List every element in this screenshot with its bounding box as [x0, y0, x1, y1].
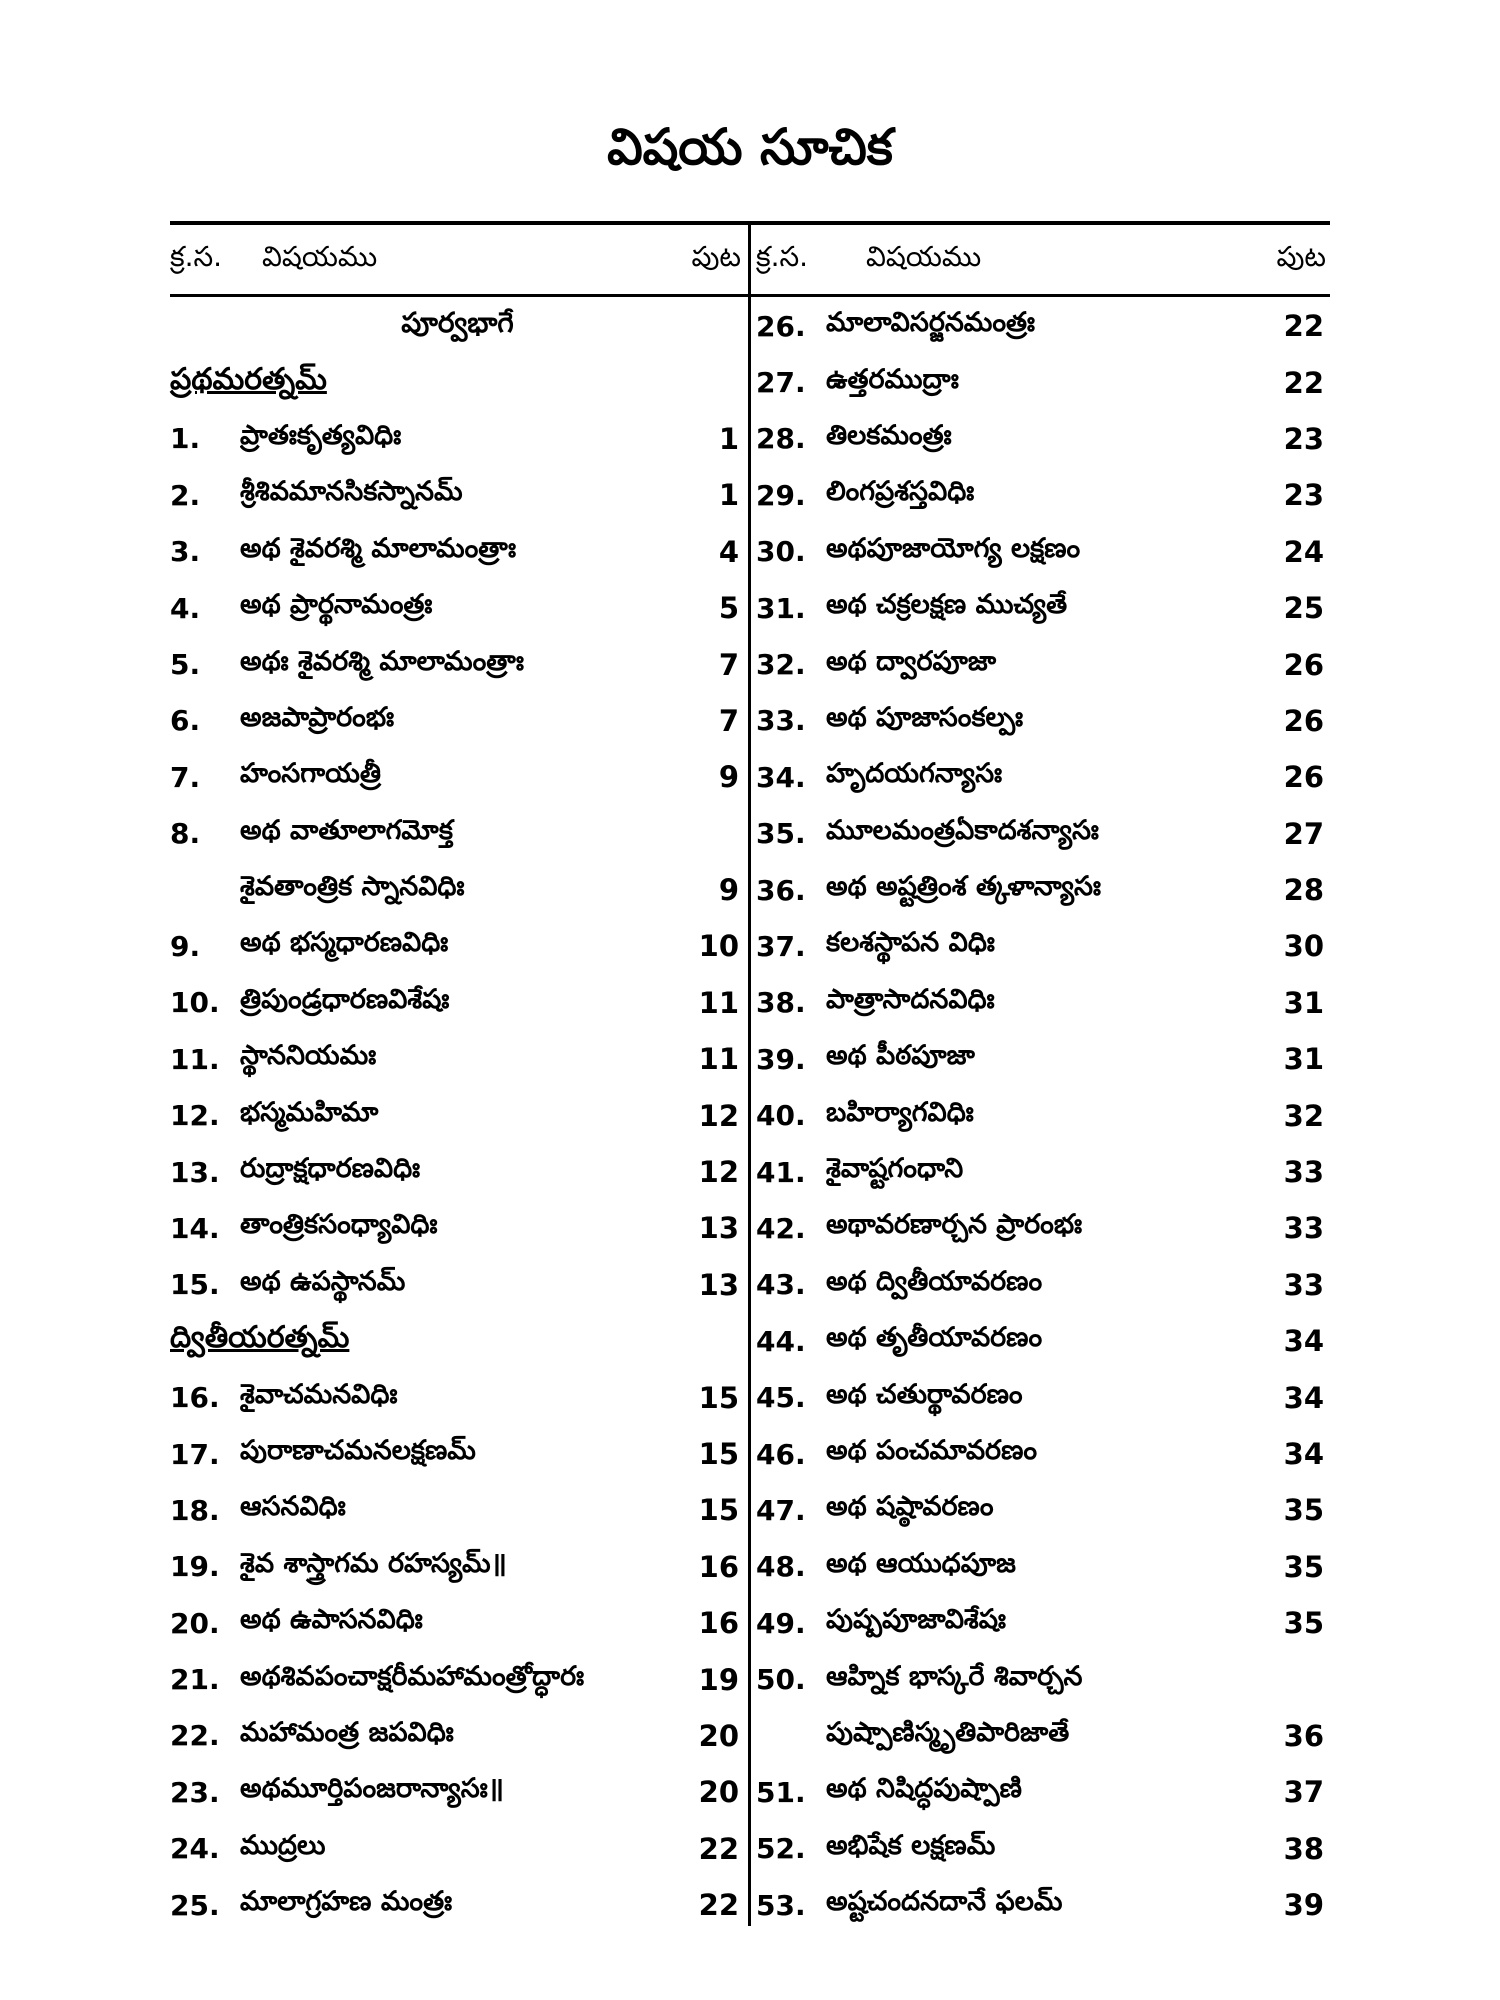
entry-subject: అథ అష్టత్రింశ త్కళాన్యాసః	[826, 871, 1101, 903]
section-heading: ద్వితీయరత్నమ్	[170, 1320, 350, 1356]
entry-page: 28	[1283, 873, 1324, 908]
entry-subject: అథమూర్తిపంజరాన్యాసః॥	[240, 1773, 504, 1805]
toc-entry	[756, 1877, 1330, 1933]
entry-page: 38	[1283, 1831, 1324, 1866]
toc-entry	[756, 1087, 1330, 1143]
entry-subject: అథ పంచమావరణం	[826, 1435, 1038, 1466]
right-entries	[756, 298, 1330, 1933]
entry-page: 32	[1283, 1098, 1324, 1133]
toc-entry	[170, 862, 745, 918]
entry-subject: అథపూజాయోగ్య లక్షణం	[826, 532, 1081, 564]
entry-number: 5.	[170, 648, 201, 682]
toc-entry	[756, 693, 1330, 749]
header-serial: క్ర.స.	[756, 240, 809, 273]
entry-number: 19.	[170, 1550, 220, 1584]
toc-entry	[170, 975, 745, 1031]
entry-page: 12	[698, 1098, 739, 1133]
toc-entry	[756, 806, 1330, 862]
entry-subject: శ్రీశివమానసికస్నానమ్	[240, 476, 463, 508]
entry-subject: అథ పూజాసంకల్పః	[826, 701, 1024, 733]
right-header-row	[756, 226, 1330, 294]
toc-entry	[170, 1821, 745, 1877]
entry-number: 24.	[170, 1832, 220, 1866]
entry-number: 11.	[170, 1042, 220, 1076]
entry-subject: ప్రాతఃకృత్యవిధిః	[240, 419, 402, 451]
entry-page: 25	[1283, 591, 1324, 626]
toc-entry	[170, 693, 745, 749]
entry-subject: అథశివపంచాక్షరీమహామంత్రోద్ధారః	[240, 1660, 585, 1692]
toc-entry	[756, 1651, 1330, 1707]
entry-number: 46.	[756, 1437, 806, 1471]
header-page: పుట	[1276, 240, 1326, 273]
entry-subject: అథ పీఠపూజా	[826, 1040, 975, 1072]
entry-subject: పురాణాచమనలక్షణమ్	[240, 1435, 476, 1466]
entry-subject: శైవాష్టగంధాని	[826, 1153, 964, 1185]
left-column	[170, 226, 745, 1933]
entry-subject: అభిషేక లక్షణమ్	[826, 1829, 996, 1861]
entry-page: 7	[718, 647, 739, 682]
entry-number: 51.	[756, 1775, 806, 1809]
header-subject: విషయము	[262, 240, 378, 273]
entry-subject: అథ షష్ఠావరణం	[826, 1491, 994, 1523]
entry-subject: ఆహ్నిక భాస్కరే శివార్చన	[826, 1660, 1083, 1692]
entry-page: 16	[698, 1606, 739, 1641]
toc-entry	[170, 749, 745, 805]
entry-page: 23	[1283, 478, 1324, 513]
entry-number: 30.	[756, 535, 806, 569]
toc-entry	[756, 1426, 1330, 1482]
entry-subject: స్థాననియమః	[240, 1040, 377, 1072]
entry-page: 39	[1283, 1888, 1324, 1923]
entry-subject: అథ ఉపస్థానమ్	[240, 1265, 406, 1297]
header-page: పుట	[691, 240, 741, 273]
entry-subject: అథ ఉపాసనవిధిః	[240, 1604, 423, 1636]
toc-entry	[170, 1708, 745, 1764]
column-divider	[748, 221, 751, 1926]
toc-entry	[756, 918, 1330, 974]
entry-page: 19	[698, 1662, 739, 1697]
toc-entry	[756, 1257, 1330, 1313]
toc-entry	[170, 636, 745, 692]
toc-entry	[170, 1031, 745, 1087]
entry-number: 44.	[756, 1324, 806, 1358]
toc-entry	[170, 1257, 745, 1313]
entry-page: 33	[1283, 1155, 1324, 1190]
entry-number: 43.	[756, 1268, 806, 1302]
entry-number: 41.	[756, 1155, 806, 1189]
entry-number: 47.	[756, 1493, 806, 1527]
toc-entry	[170, 580, 745, 636]
entry-number: 20.	[170, 1606, 220, 1640]
entry-number: 14.	[170, 1211, 220, 1245]
toc-entry	[756, 1313, 1330, 1369]
entry-number: 9.	[170, 929, 201, 963]
toc-entry	[756, 411, 1330, 467]
entry-subject: మాలావిసర్జనమంత్రః	[826, 307, 1036, 339]
entry-subject: మూలమంత్రఏకాదశన్యాసః	[826, 814, 1099, 846]
entry-page: 22	[1283, 365, 1324, 400]
entry-page: 22	[698, 1888, 739, 1923]
entry-number: 35.	[756, 817, 806, 851]
entry-subject: అథావరణార్చన ప్రారంభః	[826, 1209, 1083, 1241]
entry-subject: ఆసనవిధిః	[240, 1491, 346, 1523]
entry-page: 1	[718, 478, 739, 513]
entry-number: 32.	[756, 648, 806, 682]
toc-entry	[170, 1144, 745, 1200]
part-title: పూర్వభాగే	[401, 306, 514, 340]
entry-number: 4.	[170, 591, 201, 625]
entry-page: 13	[698, 1267, 739, 1302]
entry-number: 29.	[756, 478, 806, 512]
entry-number: 22.	[170, 1719, 220, 1753]
toc-entry	[756, 1482, 1330, 1538]
entry-number: 16.	[170, 1381, 220, 1415]
toc-entry	[756, 862, 1330, 918]
toc-entry	[756, 1821, 1330, 1877]
section-heading: ప్రథమరత్నమ్	[170, 361, 327, 397]
entry-number: 52.	[756, 1832, 806, 1866]
toc-entry	[756, 1144, 1330, 1200]
entry-number: 31.	[756, 591, 806, 625]
toc-entry	[170, 411, 745, 467]
right-column	[756, 226, 1330, 1933]
entry-number: 53.	[756, 1888, 806, 1922]
entry-number: 3.	[170, 535, 201, 569]
entry-page: 9	[718, 760, 739, 795]
entry-subject: పుష్పపూజావిశేషః	[826, 1604, 1007, 1636]
entry-subject: పుష్పాణిస్మృతిపారిజాతే	[826, 1716, 1070, 1748]
entry-subject: శైవతాంత్రిక స్నానవిధిః	[240, 871, 465, 903]
entry-page: 34	[1283, 1380, 1324, 1415]
entry-subject: అథ ద్వారపూజా	[826, 645, 997, 677]
entry-subject: అథ ఆయుధపూజ	[826, 1547, 1016, 1579]
entry-number: 17.	[170, 1437, 220, 1471]
entry-page: 26	[1283, 760, 1324, 795]
entry-number: 45.	[756, 1381, 806, 1415]
entry-number: 8.	[170, 817, 201, 851]
toc-entry	[170, 1595, 745, 1651]
entry-page: 27	[1283, 816, 1324, 851]
toc-entry	[756, 975, 1330, 1031]
entry-number: 18.	[170, 1493, 220, 1527]
entry-number: 27.	[756, 366, 806, 400]
entry-page: 34	[1283, 1324, 1324, 1359]
toc-entry	[170, 918, 745, 974]
header-serial: క్ర.స.	[170, 240, 223, 273]
toc-entry	[756, 298, 1330, 354]
entry-subject: భస్మమహిమా	[240, 1096, 379, 1128]
entry-subject: తిలకమంత్రః	[826, 419, 952, 451]
entry-number: 50.	[756, 1663, 806, 1697]
entry-number: 48.	[756, 1550, 806, 1584]
entry-subject: శైవ శాస్త్రాగమ రహస్యమ్॥	[240, 1547, 507, 1579]
entry-number: 34.	[756, 760, 806, 794]
entry-number: 38.	[756, 986, 806, 1020]
toc-entry	[756, 1369, 1330, 1425]
entry-subject: హృదయగన్యాసః	[826, 758, 1003, 790]
toc-entry	[170, 1651, 745, 1707]
toc-entry	[170, 1764, 745, 1820]
entry-page: 24	[1283, 534, 1324, 569]
entry-number: 42.	[756, 1211, 806, 1245]
entry-subject: మహామంత్ర జపవిధిః	[240, 1716, 454, 1748]
entry-number: 39.	[756, 1042, 806, 1076]
entry-page: 15	[698, 1493, 739, 1528]
entry-page: 26	[1283, 703, 1324, 738]
entry-subject: ముద్రలు	[240, 1829, 326, 1861]
page-title: విషయ సూచిక	[607, 118, 893, 176]
entry-subject: అష్టచందనదానే ఫలమ్	[826, 1886, 1063, 1918]
entry-number: 33.	[756, 704, 806, 738]
entry-page: 22	[1283, 309, 1324, 344]
entry-page: 5	[718, 591, 739, 626]
toc-entry	[170, 467, 745, 523]
entry-subject: లింగప్రశస్తవిధిః	[826, 476, 975, 508]
entry-page: 35	[1283, 1493, 1324, 1528]
entry-number: 28.	[756, 422, 806, 456]
entry-number: 15.	[170, 1268, 220, 1302]
entry-page: 11	[698, 985, 739, 1020]
toc-entry	[756, 1031, 1330, 1087]
entry-number: 12.	[170, 1099, 220, 1133]
entry-number: 37.	[756, 929, 806, 963]
toc-entry	[756, 1200, 1330, 1256]
entry-subject: పాత్రాసాదనవిధిః	[826, 983, 995, 1015]
toc-entry	[756, 1764, 1330, 1820]
entry-page: 16	[698, 1549, 739, 1584]
entry-page: 35	[1283, 1606, 1324, 1641]
entry-subject: అథ భస్మధారణవిధిః	[240, 927, 449, 959]
entry-subject: అథ నిషిద్ధపుష్పాణి	[826, 1773, 1022, 1805]
entry-number: 36.	[756, 873, 806, 907]
entry-page: 30	[1283, 929, 1324, 964]
toc-entry	[756, 524, 1330, 580]
toc-entry	[756, 1539, 1330, 1595]
entry-page: 15	[698, 1380, 739, 1415]
entry-page: 13	[698, 1211, 739, 1246]
entry-subject: తాంత్రికసంధ్యావిధిః	[240, 1209, 438, 1241]
toc-entry	[170, 1369, 745, 1425]
toc-entry	[756, 749, 1330, 805]
entry-subject: అథ తృతీయావరణం	[826, 1322, 1043, 1354]
left-entries	[170, 298, 745, 1933]
entry-number: 26.	[756, 309, 806, 343]
entry-page: 31	[1283, 985, 1324, 1020]
entry-subject: అథ శైవరశ్మి మాలామంత్రాః	[240, 532, 517, 564]
entry-page: 33	[1283, 1211, 1324, 1246]
entry-page: 9	[718, 873, 739, 908]
toc-entry	[756, 636, 1330, 692]
entry-subject: అథ చతుర్థావరణం	[826, 1378, 1023, 1410]
toc-entry	[170, 1426, 745, 1482]
toc-entry	[756, 580, 1330, 636]
entry-subject: కలశస్థాపన విధిః	[826, 927, 995, 959]
entry-page: 22	[698, 1831, 739, 1866]
toc-entry	[756, 1708, 1330, 1764]
entry-number: 2.	[170, 478, 201, 512]
entry-subject: హంసగాయత్రీ	[240, 758, 381, 790]
entry-subject: బహిర్యాగవిధిః	[826, 1096, 974, 1128]
entry-subject: మాలాగ్రహణ మంత్రః	[240, 1886, 453, 1918]
entry-page: 4	[718, 534, 739, 569]
entry-page: 33	[1283, 1267, 1324, 1302]
entry-subject: అథః శైవరశ్మి మాలామంత్రాః	[240, 645, 525, 677]
entry-page: 20	[698, 1718, 739, 1753]
entry-page: 11	[698, 1042, 739, 1077]
entry-page: 1	[718, 421, 739, 456]
entry-number: 21.	[170, 1663, 220, 1697]
entry-number: 49.	[756, 1606, 806, 1640]
entry-page: 15	[698, 1437, 739, 1471]
entry-number: 1.	[170, 422, 201, 456]
header-subject: విషయము	[866, 240, 982, 273]
toc-entry	[756, 1595, 1330, 1651]
entry-page: 35	[1283, 1549, 1324, 1584]
entry-page: 34	[1283, 1437, 1324, 1471]
entry-page: 26	[1283, 647, 1324, 682]
entry-number: 13.	[170, 1155, 220, 1189]
toc-entry	[756, 354, 1330, 410]
entry-page: 12	[698, 1155, 739, 1190]
entry-page: 7	[718, 703, 739, 738]
toc-entry	[170, 1482, 745, 1538]
toc-entry	[170, 1200, 745, 1256]
toc-entry	[170, 524, 745, 580]
entry-subject: శైవాచమనవిధిః	[240, 1378, 398, 1410]
entry-subject: అథ చక్రలక్షణ ముచ్యతే	[826, 589, 1068, 621]
toc-entry	[756, 467, 1330, 523]
toc-entry	[170, 1539, 745, 1595]
entry-page: 36	[1283, 1718, 1324, 1753]
entry-subject: అథ ద్వితీయావరణం	[826, 1265, 1043, 1297]
entry-page: 10	[698, 929, 739, 964]
left-header-row	[170, 226, 745, 294]
entry-number: 10.	[170, 986, 220, 1020]
entry-subject: రుద్రాక్షధారణవిధిః	[240, 1153, 421, 1185]
entry-subject: అజపాప్రారంభః	[240, 701, 395, 733]
toc-entry	[170, 1877, 745, 1933]
entry-page: 37	[1283, 1775, 1324, 1810]
entry-number: 7.	[170, 760, 201, 794]
entry-page: 20	[698, 1775, 739, 1810]
entry-subject: ఉత్తరముద్రాః	[826, 363, 959, 395]
entry-page: 23	[1283, 421, 1324, 456]
entry-subject: అథ ప్రార్థనామంత్రః	[240, 589, 433, 621]
entry-number: 25.	[170, 1888, 220, 1922]
toc-entry	[170, 806, 745, 862]
toc-entry	[170, 1087, 745, 1143]
entry-subject: త్రిపుండ్రధారణవిశేషః	[240, 983, 450, 1015]
entry-page: 31	[1283, 1042, 1324, 1077]
entry-number: 6.	[170, 704, 201, 738]
entry-number: 40.	[756, 1099, 806, 1133]
entry-number: 23.	[170, 1775, 220, 1809]
entry-subject: అథ వాతూలాగమోక్త	[240, 814, 453, 846]
